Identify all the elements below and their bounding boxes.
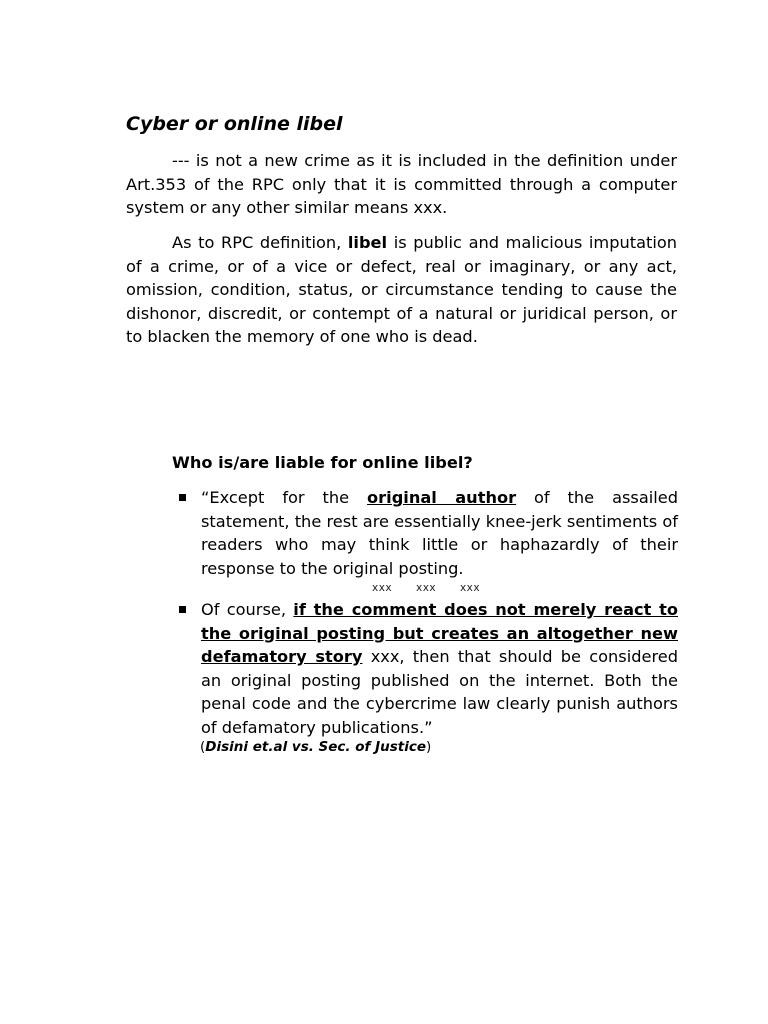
bullet-emphasis: if the comment does not merely react to the original posting but creates an altogether new defamatory story xyxy=(201,600,678,666)
paragraph-definition-intro: --- is not a new crime as it is included in the definition under Art.353 of the RPC only that it is committed through a computer system or any other similar means xxx. xyxy=(126,151,677,217)
paragraph-rpc-bold-term: libel xyxy=(347,233,388,252)
bullet-text xyxy=(201,598,678,739)
citation-case-name: Disini et.al vs. Sec. of Justice xyxy=(205,739,427,755)
bullet-emphasis: original author xyxy=(367,488,517,507)
document-title: Cyber or online libel xyxy=(126,113,343,135)
bullet-text-before: “Except for the xyxy=(201,488,368,507)
square-bullet-icon xyxy=(179,606,186,613)
case-citation xyxy=(200,739,431,755)
citation-open-paren: ( xyxy=(200,739,206,755)
section-heading-liability: Who is/are liable for online libel? xyxy=(172,453,473,472)
paragraph-rpc-definition xyxy=(126,231,677,349)
paragraph-rpc-before: As to RPC definition, xyxy=(172,233,348,252)
bullet-text-after: of the assailed statement, the rest are essentially knee-jerk sentiments of readers who may think little or haphazardly of their response to the original posting. xyxy=(201,488,679,578)
bullet-text-before: Of course, xyxy=(201,600,294,619)
square-bullet-icon xyxy=(179,494,186,501)
bullet-item xyxy=(172,598,678,739)
citation-close-paren: ) xyxy=(426,739,432,755)
bullet-text-after: xxx, then that should be considered an original posting published on the internet. Both the penal code and the cybercrime law clearly punish authors of defamatory publications.” xyxy=(201,647,678,737)
omission-marker: xxx xxx xxx xyxy=(372,582,481,594)
paragraph-rpc-after: is public and malicious imputation of a crime, or of a vice or defect, real or imaginary, or any act, omission, condition, status, or circumstance tending to cause the dishonor, discredit, or contempt of a natural or juridical person, or to blacken the memory of one who is dead. xyxy=(126,233,677,346)
bullet-item xyxy=(172,486,678,580)
bullet-text xyxy=(201,486,678,580)
